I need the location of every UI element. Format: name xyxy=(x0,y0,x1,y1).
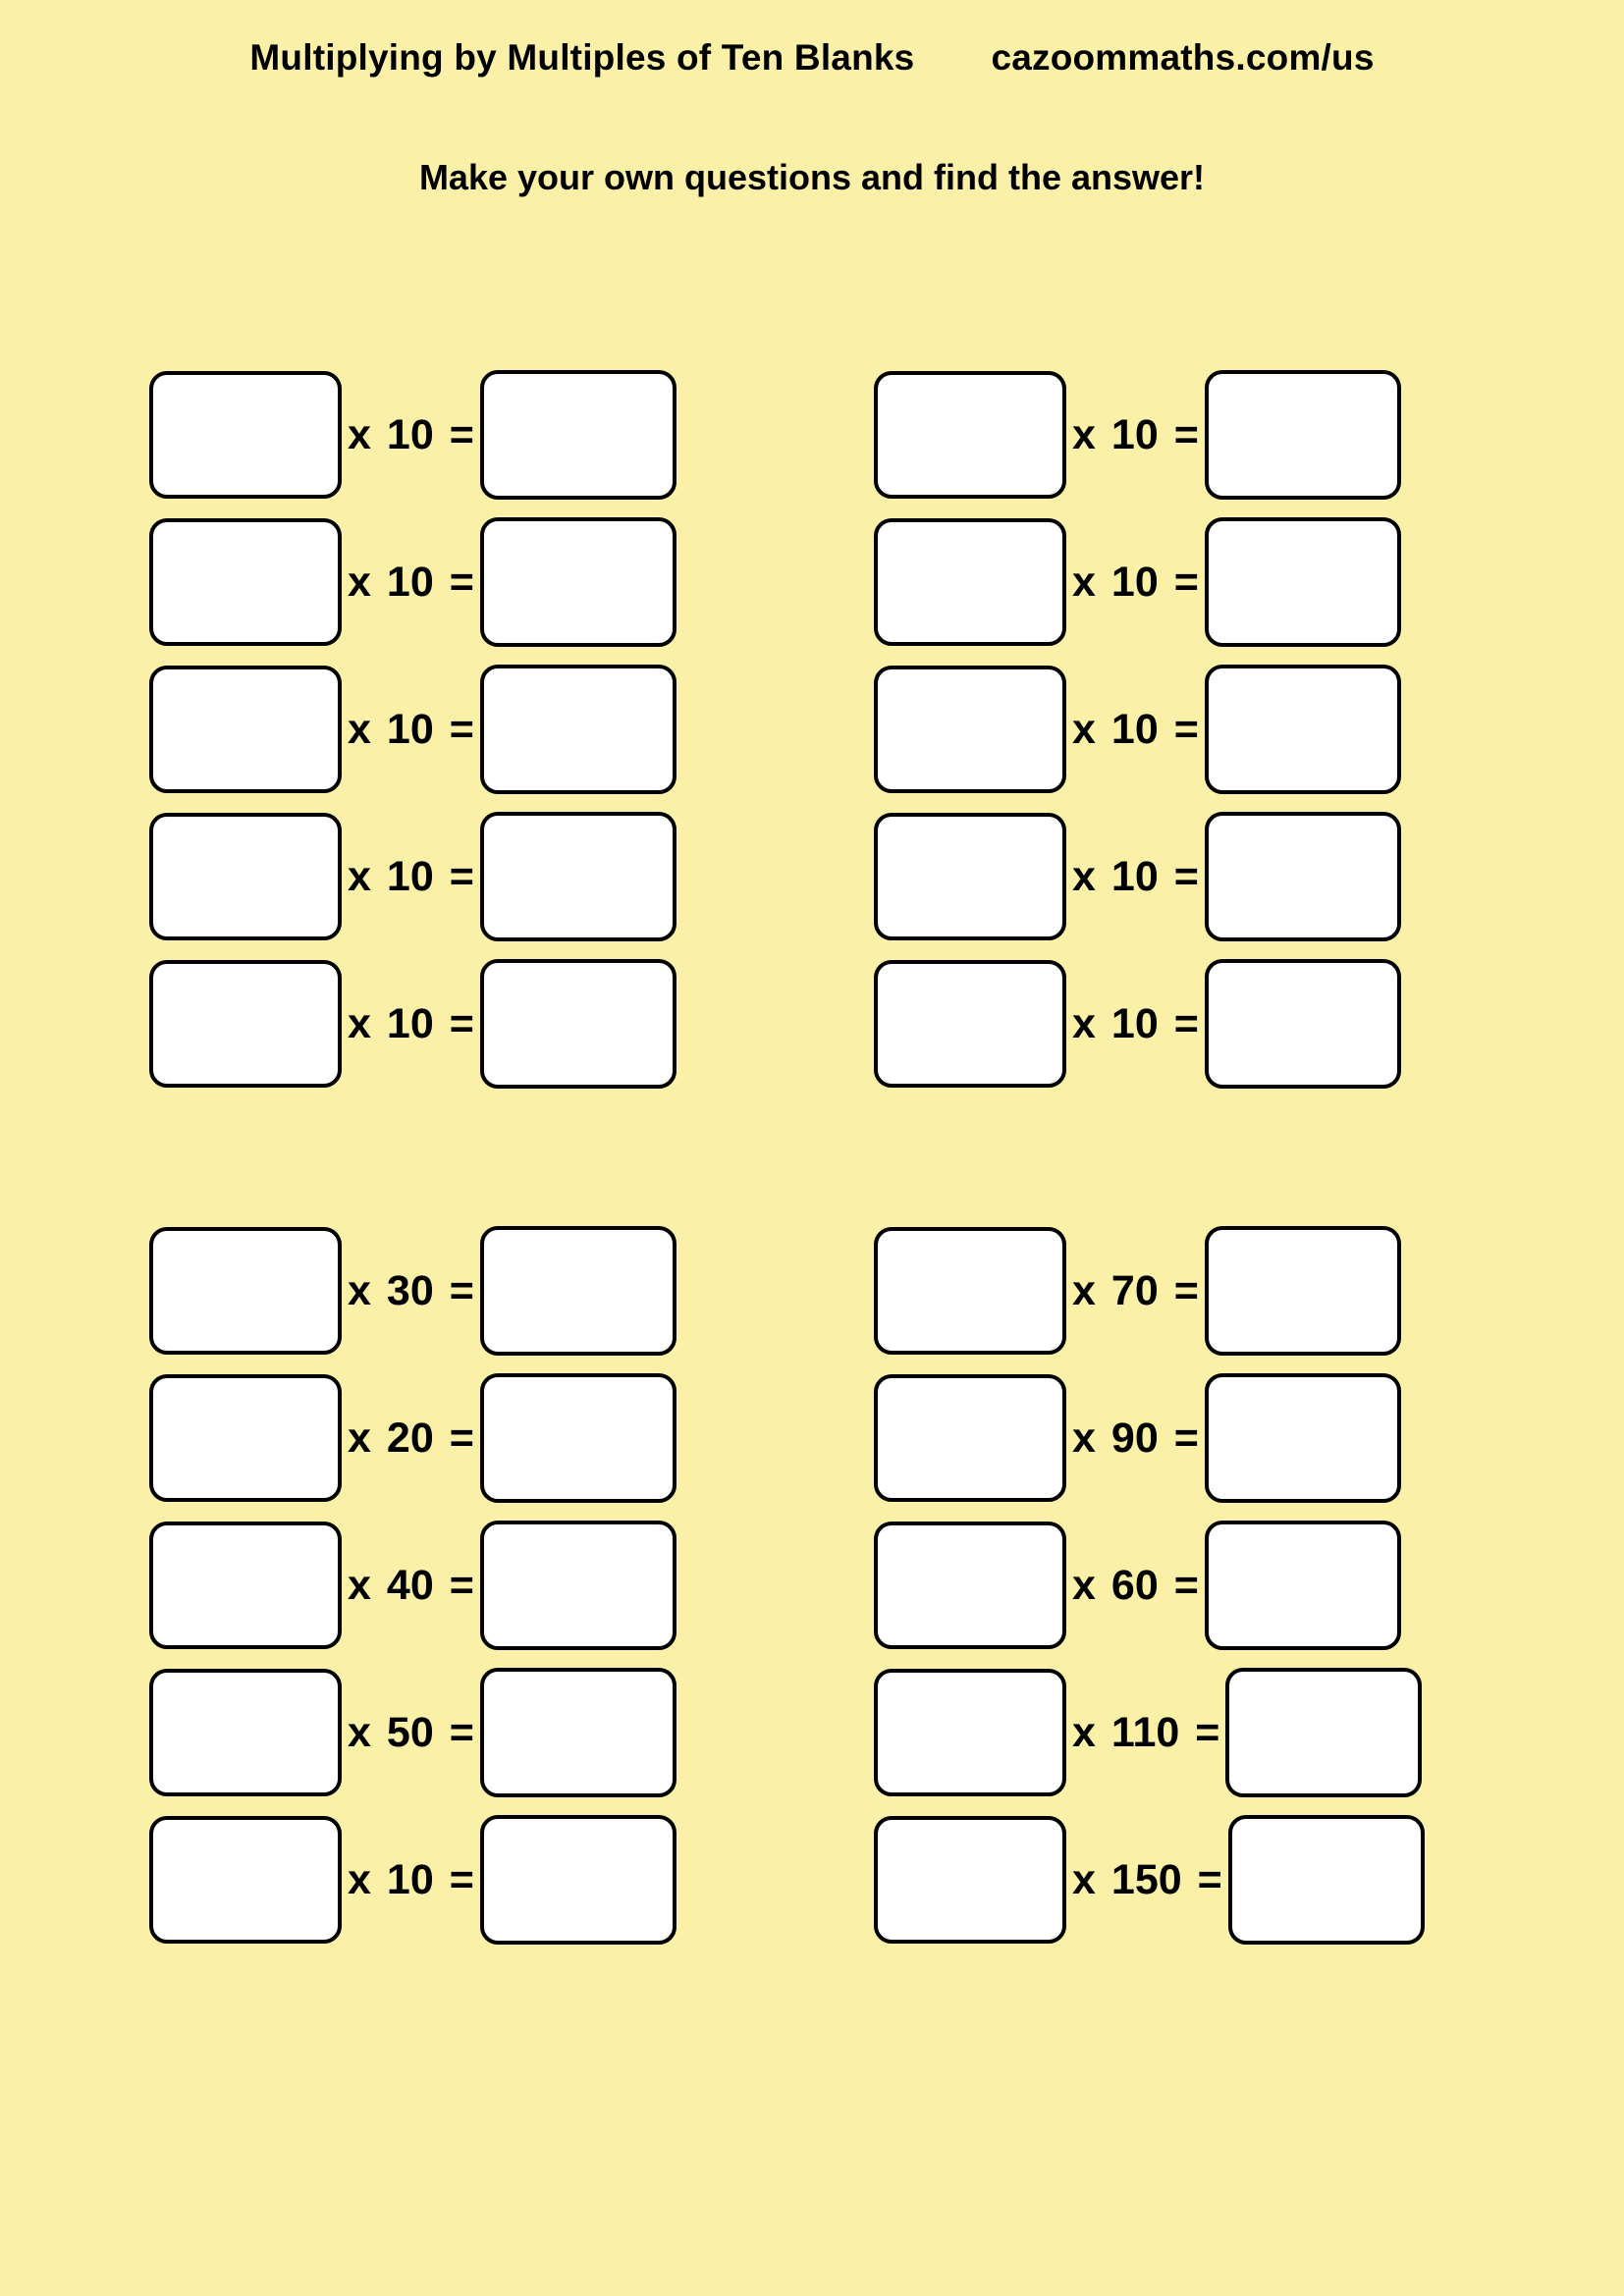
equals-symbol: = xyxy=(1173,558,1199,606)
equals-symbol: = xyxy=(449,705,474,753)
multiply-symbol: x xyxy=(348,1414,371,1462)
multiplier-value: 10 xyxy=(1110,999,1159,1047)
answer-input-box[interactable] xyxy=(480,812,677,941)
operator-group xyxy=(1066,1855,1228,1903)
answer-input-box[interactable] xyxy=(480,665,677,794)
operator-group xyxy=(342,1561,480,1609)
multiply-symbol: x xyxy=(348,1561,371,1609)
operator-group xyxy=(342,1708,480,1756)
equals-symbol: = xyxy=(1173,1266,1199,1314)
question-row xyxy=(149,508,677,656)
operator-group xyxy=(342,410,480,458)
multiplier-value: 50 xyxy=(386,1708,434,1756)
factor-input-box[interactable] xyxy=(149,666,342,793)
question-row xyxy=(149,1806,677,1953)
answer-input-box[interactable] xyxy=(1228,1815,1425,1945)
answer-input-box[interactable] xyxy=(1205,959,1401,1089)
operator-group xyxy=(342,999,480,1047)
answer-input-box[interactable] xyxy=(480,517,677,647)
equals-symbol: = xyxy=(449,1855,474,1903)
question-row xyxy=(874,1512,1425,1659)
multiplier-value: 10 xyxy=(386,852,434,900)
site-url: cazoommaths.com/us xyxy=(991,37,1375,78)
question-row xyxy=(874,656,1401,803)
multiplier-value: 70 xyxy=(1110,1266,1159,1314)
answer-input-box[interactable] xyxy=(480,370,677,500)
multiply-symbol: x xyxy=(1072,1266,1096,1314)
multiplier-value: 10 xyxy=(386,999,434,1047)
factor-input-box[interactable] xyxy=(149,813,342,940)
factor-input-box[interactable] xyxy=(874,1227,1066,1355)
equals-symbol: = xyxy=(449,1708,474,1756)
multiply-symbol: x xyxy=(1072,558,1096,606)
equals-symbol: = xyxy=(449,558,474,606)
operator-group xyxy=(1066,1708,1225,1756)
factor-input-box[interactable] xyxy=(149,1522,342,1649)
equals-symbol: = xyxy=(449,852,474,900)
multiply-symbol: x xyxy=(1072,1708,1096,1756)
multiply-symbol: x xyxy=(1072,852,1096,900)
multiplier-value: 10 xyxy=(1110,558,1159,606)
multiplier-value: 40 xyxy=(386,1561,434,1609)
equals-symbol: = xyxy=(1173,705,1199,753)
operator-group xyxy=(342,705,480,753)
equals-symbol: = xyxy=(1173,1561,1199,1609)
factor-input-box[interactable] xyxy=(874,371,1066,499)
instruction-text: Make your own questions and find the answer! xyxy=(418,157,1206,197)
equals-symbol: = xyxy=(1197,1855,1222,1903)
multiply-symbol: x xyxy=(1072,410,1096,458)
operator-group xyxy=(342,1266,480,1314)
question-row xyxy=(149,950,677,1097)
factor-input-box[interactable] xyxy=(874,666,1066,793)
question-row xyxy=(149,1364,677,1512)
multiply-symbol: x xyxy=(1072,1561,1096,1609)
operator-group xyxy=(1066,558,1205,606)
operator-group xyxy=(1066,410,1205,458)
equals-symbol: = xyxy=(1173,1414,1199,1462)
equals-symbol: = xyxy=(1173,999,1199,1047)
operator-group xyxy=(1066,705,1205,753)
multiply-symbol: x xyxy=(348,558,371,606)
factor-input-box[interactable] xyxy=(149,1374,342,1502)
answer-input-box[interactable] xyxy=(1205,665,1401,794)
question-row xyxy=(149,656,677,803)
question-row xyxy=(149,1512,677,1659)
operator-group xyxy=(342,852,480,900)
question-row xyxy=(149,361,677,508)
equals-symbol: = xyxy=(1173,852,1199,900)
multiply-symbol: x xyxy=(348,410,371,458)
operator-group xyxy=(1066,1266,1205,1314)
factor-input-box[interactable] xyxy=(149,960,342,1088)
answer-input-box[interactable] xyxy=(1205,370,1401,500)
question-row xyxy=(874,1217,1425,1364)
factor-input-box[interactable] xyxy=(874,1522,1066,1649)
multiplier-value: 110 xyxy=(1110,1708,1180,1756)
multiplier-value: 10 xyxy=(386,558,434,606)
question-block-bottom-left xyxy=(149,1217,677,1953)
multiply-symbol: x xyxy=(348,1855,371,1903)
factor-input-box[interactable] xyxy=(874,1816,1066,1944)
answer-input-box[interactable] xyxy=(480,1668,677,1797)
question-row xyxy=(874,1806,1425,1953)
question-row xyxy=(874,508,1401,656)
multiply-symbol: x xyxy=(348,705,371,753)
factor-input-box[interactable] xyxy=(874,813,1066,940)
equals-symbol: = xyxy=(449,1561,474,1609)
operator-group xyxy=(1066,852,1205,900)
factor-input-box[interactable] xyxy=(149,518,342,646)
multiplier-value: 10 xyxy=(386,705,434,753)
answer-input-box[interactable] xyxy=(1205,517,1401,647)
answer-input-box[interactable] xyxy=(1205,812,1401,941)
multiplier-value: 10 xyxy=(1110,410,1159,458)
answer-input-box[interactable] xyxy=(480,1373,677,1503)
answer-input-box[interactable] xyxy=(480,1815,677,1945)
question-row xyxy=(874,1659,1425,1806)
factor-input-box[interactable] xyxy=(149,1816,342,1944)
worksheet-header xyxy=(0,37,1624,79)
question-row xyxy=(874,361,1401,508)
operator-group xyxy=(1066,1414,1205,1462)
multiplier-value: 60 xyxy=(1110,1561,1159,1609)
multiply-symbol: x xyxy=(348,999,371,1047)
operator-group xyxy=(342,558,480,606)
answer-input-box[interactable] xyxy=(480,1226,677,1356)
multiply-symbol: x xyxy=(1072,999,1096,1047)
equals-symbol: = xyxy=(449,1414,474,1462)
multiply-symbol: x xyxy=(1072,705,1096,753)
multiply-symbol: x xyxy=(348,1266,371,1314)
multiplier-value: 150 xyxy=(1110,1855,1182,1903)
equals-symbol: = xyxy=(1195,1708,1220,1756)
equals-symbol: = xyxy=(449,410,474,458)
factor-input-box[interactable] xyxy=(149,1669,342,1796)
factor-input-box[interactable] xyxy=(149,1227,342,1355)
question-block-top-left xyxy=(149,361,677,1097)
question-row xyxy=(874,1364,1425,1512)
question-block-top-right xyxy=(874,361,1401,1097)
operator-group xyxy=(342,1414,480,1462)
multiply-symbol: x xyxy=(1072,1855,1096,1903)
answer-input-box[interactable] xyxy=(1205,1373,1401,1503)
factor-input-box[interactable] xyxy=(149,371,342,499)
operator-group xyxy=(342,1855,480,1903)
page-title: Multiplying by Multiples of Ten Blanks xyxy=(249,37,915,78)
multiplier-value: 30 xyxy=(386,1266,434,1314)
multiply-symbol: x xyxy=(1072,1414,1096,1462)
multiply-symbol: x xyxy=(348,1708,371,1756)
multiplier-value: 20 xyxy=(386,1414,434,1462)
multiplier-value: 10 xyxy=(1110,852,1159,900)
question-row xyxy=(149,803,677,950)
multiplier-value: 10 xyxy=(1110,705,1159,753)
answer-input-box[interactable] xyxy=(1205,1226,1401,1356)
equals-symbol: = xyxy=(449,999,474,1047)
answer-input-box[interactable] xyxy=(1205,1521,1401,1650)
operator-group xyxy=(1066,999,1205,1047)
multiplier-value: 10 xyxy=(386,410,434,458)
multiplier-value: 10 xyxy=(386,1855,434,1903)
answer-input-box[interactable] xyxy=(1225,1668,1422,1797)
multiplier-value: 90 xyxy=(1110,1414,1159,1462)
multiply-symbol: x xyxy=(348,852,371,900)
equals-symbol: = xyxy=(1173,410,1199,458)
question-row xyxy=(149,1659,677,1806)
answer-input-box[interactable] xyxy=(480,959,677,1089)
factor-input-box[interactable] xyxy=(874,1669,1066,1796)
factor-input-box[interactable] xyxy=(874,1374,1066,1502)
question-row xyxy=(874,950,1401,1097)
factor-input-box[interactable] xyxy=(874,960,1066,1088)
operator-group xyxy=(1066,1561,1205,1609)
question-row xyxy=(874,803,1401,950)
answer-input-box[interactable] xyxy=(480,1521,677,1650)
factor-input-box[interactable] xyxy=(874,518,1066,646)
equals-symbol: = xyxy=(449,1266,474,1314)
question-row xyxy=(149,1217,677,1364)
question-block-bottom-right xyxy=(874,1217,1425,1953)
